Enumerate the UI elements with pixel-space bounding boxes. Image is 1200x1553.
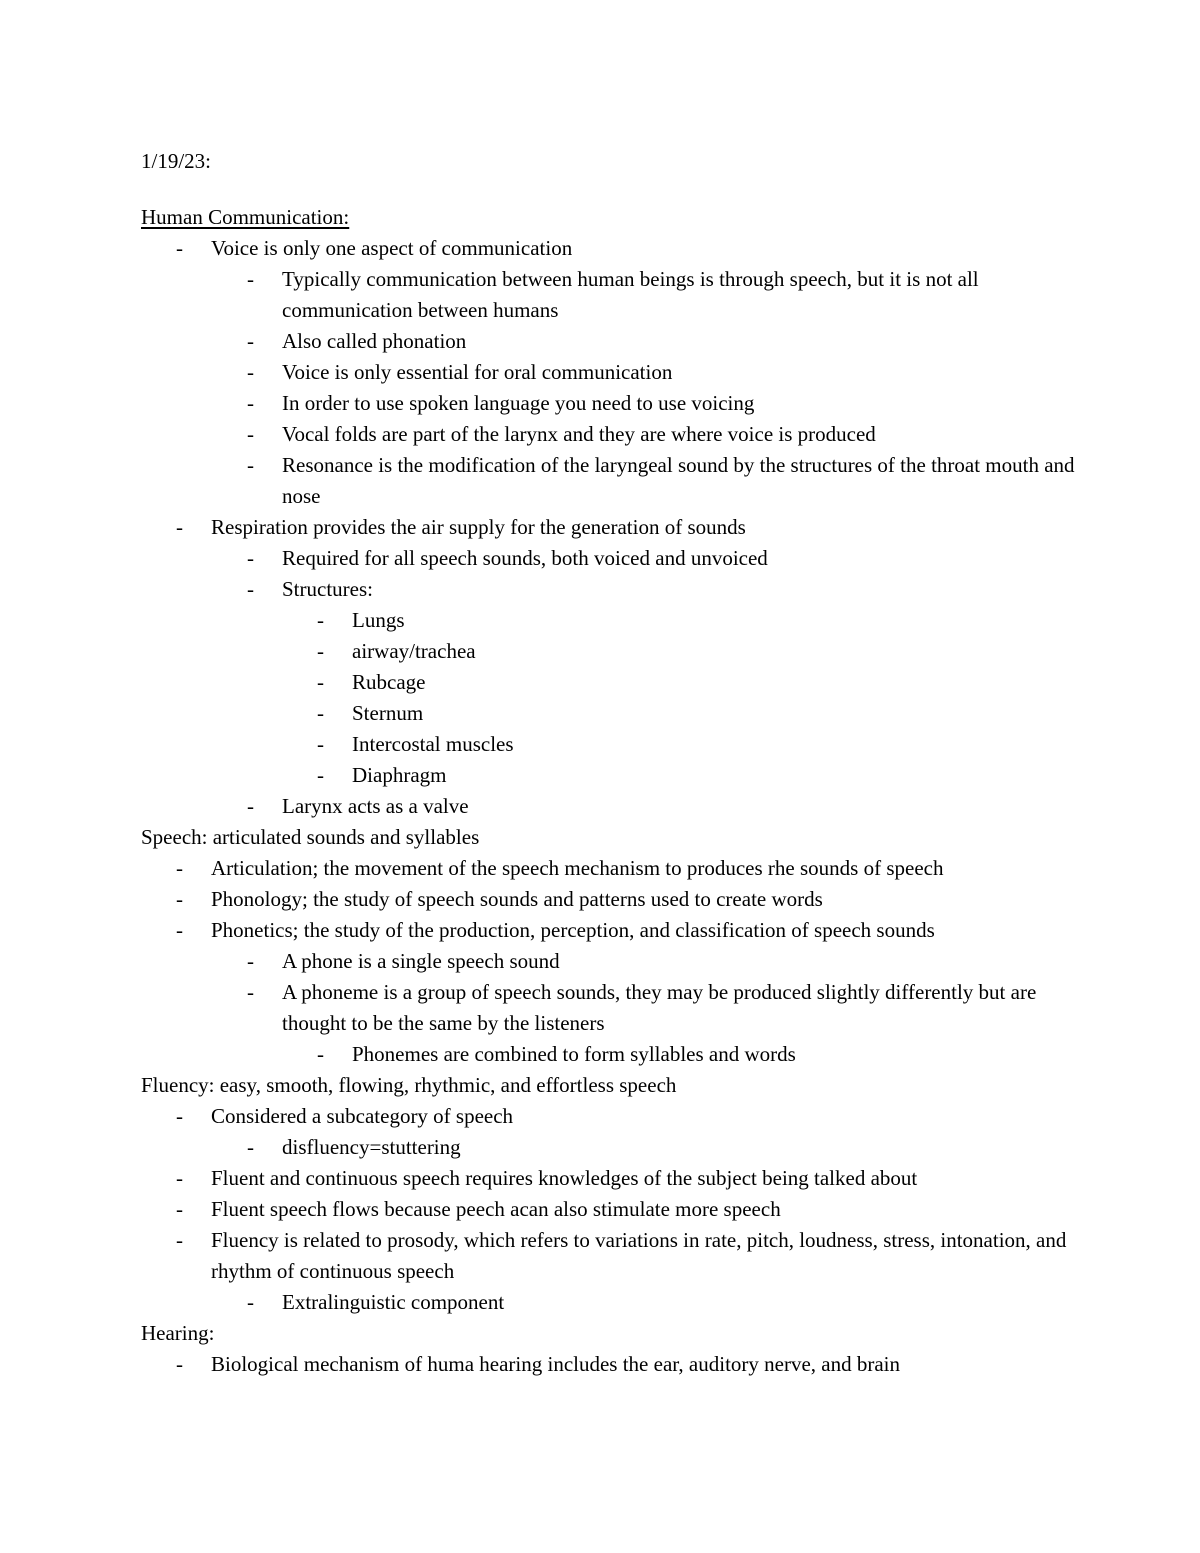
dash-bullet-icon: - <box>317 701 324 725</box>
bullet-item-level-1 <box>141 1163 1101 1194</box>
bullet-text: Articulation; the movement of the speech mechanism to produces rhe sounds of speech <box>211 856 944 880</box>
bullet-item-level-3 <box>141 729 1101 760</box>
bullet-item-level-3 <box>141 636 1101 667</box>
section-heading-speech-articulated-sounds-and- <box>141 822 1101 853</box>
bullet-item-level-2 <box>141 543 1101 574</box>
bullet-item-level-1 <box>141 915 1101 946</box>
bullet-item-level-1 <box>141 853 1101 884</box>
section-heading-fluency-easy-smooth-flowing-rh <box>141 1070 1101 1101</box>
dash-bullet-icon: - <box>247 980 254 1004</box>
bullet-text: Required for all speech sounds, both voiced and unvoiced <box>282 546 768 570</box>
bullet-item-level-2 <box>141 791 1101 822</box>
bullet-text: Voice is only one aspect of communication <box>211 236 573 260</box>
bullet-item-level-3 <box>141 1039 1101 1070</box>
bullet-item-level-3 <box>141 605 1101 636</box>
bullet-text: Rubcage <box>352 670 426 694</box>
bullet-item-level-2 <box>141 574 1101 605</box>
bullet-text: Larynx acts as a valve <box>282 794 469 818</box>
bullet-text: Phonemes are combined to form syllables and words <box>352 1042 796 1066</box>
dash-bullet-icon: - <box>176 1104 183 1128</box>
bullet-text: A phone is a single speech sound <box>282 949 560 973</box>
bullet-item-level-1 <box>141 512 1101 543</box>
dash-bullet-icon: - <box>176 887 183 911</box>
bullet-item-level-2 <box>141 1132 1101 1163</box>
notes-body <box>141 202 1101 1380</box>
section-heading-human-communication <box>141 202 1101 233</box>
bullet-text: Phonetics; the study of the production, perception, and classification of speech sounds <box>211 918 935 942</box>
dash-bullet-icon: - <box>247 794 254 818</box>
dash-bullet-icon: - <box>176 856 183 880</box>
bullet-text: Biological mechanism of huma hearing includes the ear, auditory nerve, and brain <box>211 1352 901 1376</box>
bullet-item-level-2 <box>141 450 1101 512</box>
bullet-text: airway/trachea <box>352 639 476 663</box>
dash-bullet-icon: - <box>176 1197 183 1221</box>
bullet-item-level-1 <box>141 884 1101 915</box>
bullet-text: disfluency=stuttering <box>282 1135 461 1159</box>
dash-bullet-icon: - <box>317 732 324 756</box>
dash-bullet-icon: - <box>247 391 254 415</box>
bullet-item-level-2 <box>141 1287 1101 1318</box>
dash-bullet-icon: - <box>247 1290 254 1314</box>
bullet-text: Diaphragm <box>352 763 447 787</box>
bullet-item-level-1 <box>141 1194 1101 1225</box>
bullet-item-level-3 <box>141 760 1101 791</box>
section-heading-hearing <box>141 1318 1101 1349</box>
bullet-text: Sternum <box>352 701 424 725</box>
section-heading-text: Fluency: easy, smooth, flowing, rhythmic, and effortless speech <box>141 1073 677 1097</box>
dash-bullet-icon: - <box>317 639 324 663</box>
dash-bullet-icon: - <box>247 329 254 353</box>
bullet-text: Extralinguistic component <box>282 1290 505 1314</box>
bullet-text: A phoneme is a group of speech sounds, they may be produced slightly differently but are thought to be the same by the listeners <box>282 980 1037 1035</box>
dash-bullet-icon: - <box>176 1352 183 1376</box>
dash-bullet-icon: - <box>317 670 324 694</box>
dash-bullet-icon: - <box>176 918 183 942</box>
bullet-text: Fluency is related to prosody, which refers to variations in rate, pitch, loudness, stress, intonation, and rhythm of continuous speech <box>211 1228 1067 1283</box>
dash-bullet-icon: - <box>247 453 254 477</box>
note-date: 1/19/23: <box>141 149 212 173</box>
bullet-item-level-1 <box>141 1349 1101 1380</box>
dash-bullet-icon: - <box>176 236 183 260</box>
bullet-text: Fluent speech flows because peech acan also stimulate more speech <box>211 1197 781 1221</box>
dash-bullet-icon: - <box>317 1042 324 1066</box>
bullet-text: Fluent and continuous speech requires knowledges of the subject being talked about <box>211 1166 918 1190</box>
bullet-text: In order to use spoken language you need to use voicing <box>282 391 755 415</box>
dash-bullet-icon: - <box>247 577 254 601</box>
bullet-item-level-2 <box>141 357 1101 388</box>
dash-bullet-icon: - <box>247 360 254 384</box>
bullet-text: Lungs <box>352 608 405 632</box>
section-heading-text: Human Communication: <box>141 205 350 229</box>
bullet-text: Phonology; the study of speech sounds and patterns used to create words <box>211 887 823 911</box>
bullet-text: Resonance is the modification of the laryngeal sound by the structures of the throat mouth and nose <box>282 453 1075 508</box>
bullet-text: Intercostal muscles <box>352 732 514 756</box>
section-heading-text: Speech: articulated sounds and syllables <box>141 825 480 849</box>
bullet-item-level-2 <box>141 388 1101 419</box>
dash-bullet-icon: - <box>317 763 324 787</box>
bullet-item-level-1 <box>141 1225 1101 1287</box>
bullet-item-level-1 <box>141 233 1101 264</box>
dash-bullet-icon: - <box>247 1135 254 1159</box>
dash-bullet-icon: - <box>247 949 254 973</box>
dash-bullet-icon: - <box>176 1166 183 1190</box>
dash-bullet-icon: - <box>247 546 254 570</box>
bullet-text: Also called phonation <box>282 329 467 353</box>
bullet-text: Voice is only essential for oral communication <box>282 360 673 384</box>
bullet-item-level-2 <box>141 419 1101 450</box>
bullet-item-level-3 <box>141 698 1101 729</box>
bullet-text: Vocal folds are part of the larynx and they are where voice is produced <box>282 422 876 446</box>
dash-bullet-icon: - <box>247 422 254 446</box>
dash-bullet-icon: - <box>247 267 254 291</box>
bullet-text: Typically communication between human beings is through speech, but it is not all communication between humans <box>282 267 979 322</box>
dash-bullet-icon: - <box>176 515 183 539</box>
bullet-item-level-2 <box>141 977 1101 1039</box>
bullet-item-level-2 <box>141 264 1101 326</box>
bullet-text: Considered a subcategory of speech <box>211 1104 514 1128</box>
bullet-item-level-2 <box>141 946 1101 977</box>
section-heading-text: Hearing: <box>141 1321 215 1345</box>
bullet-item-level-3 <box>141 667 1101 698</box>
bullet-item-level-1 <box>141 1101 1101 1132</box>
bullet-text: Structures: <box>282 577 373 601</box>
dash-bullet-icon: - <box>176 1228 183 1252</box>
dash-bullet-icon: - <box>317 608 324 632</box>
bullet-item-level-2 <box>141 326 1101 357</box>
bullet-text: Respiration provides the air supply for the generation of sounds <box>211 515 746 539</box>
